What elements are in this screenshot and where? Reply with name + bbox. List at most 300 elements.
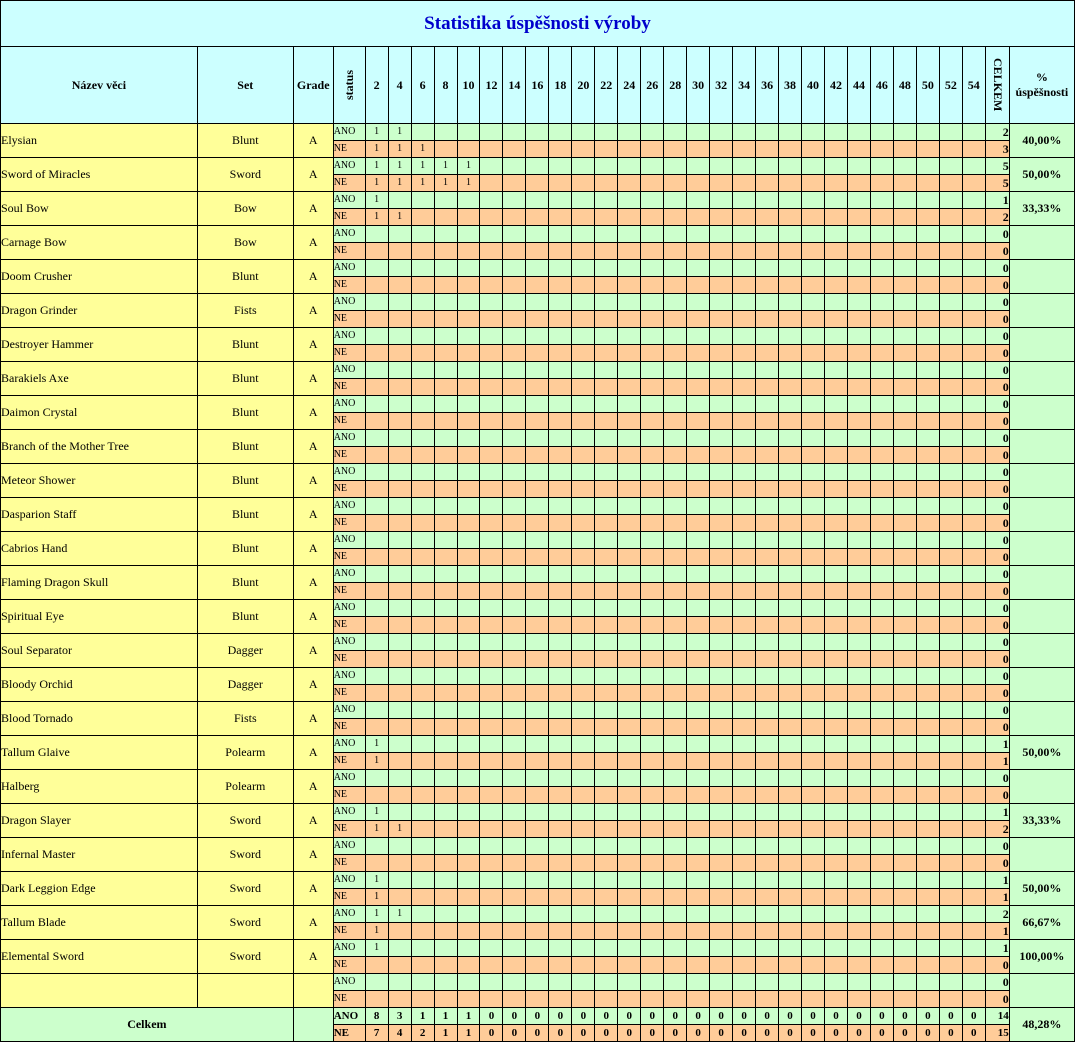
empty-cell (687, 940, 710, 957)
item-grade: A (293, 906, 333, 940)
empty-cell (641, 957, 664, 974)
empty-cell (962, 226, 985, 243)
empty-cell (365, 957, 388, 974)
empty-cell (664, 736, 687, 753)
empty-cell (962, 753, 985, 770)
empty-cell (411, 345, 434, 362)
item-grade: A (293, 940, 333, 974)
count-cell: 0 (756, 1025, 779, 1042)
empty-cell (802, 583, 825, 600)
empty-cell (572, 277, 595, 294)
empty-cell (710, 923, 733, 940)
empty-cell (756, 804, 779, 821)
item-ano-row (1, 396, 1075, 413)
empty-cell (710, 515, 733, 532)
empty-cell (503, 192, 526, 209)
item-name: Dark Leggion Edge (1, 872, 198, 906)
empty-cell (641, 464, 664, 481)
empty-cell (893, 294, 916, 311)
empty-cell (388, 260, 411, 277)
empty-cell (664, 804, 687, 821)
empty-cell (710, 158, 733, 175)
empty-cell (503, 855, 526, 872)
empty-cell (687, 226, 710, 243)
empty-cell (457, 753, 480, 770)
item-ano-row (1, 940, 1075, 957)
empty-cell (710, 685, 733, 702)
empty-cell (939, 379, 962, 396)
empty-cell (549, 617, 572, 634)
empty-cell (457, 600, 480, 617)
empty-cell (457, 464, 480, 481)
empty-cell (916, 498, 939, 515)
status-ano-label: ANO (333, 668, 365, 685)
empty-cell (572, 906, 595, 923)
item-ano-row (1, 158, 1075, 175)
item-name: Tallum Glaive (1, 736, 198, 770)
count-cell: 1 (434, 1025, 457, 1042)
empty-cell (572, 974, 595, 991)
empty-cell (434, 940, 457, 957)
empty-cell (503, 226, 526, 243)
empty-cell (526, 634, 549, 651)
item-ano-row (1, 872, 1075, 889)
empty-cell (503, 532, 526, 549)
item-name: Infernal Master (1, 838, 198, 872)
count-cell: 1 (411, 1008, 434, 1025)
empty-cell (526, 515, 549, 532)
item-name (1, 974, 198, 1008)
empty-cell (733, 906, 756, 923)
empty-cell (480, 413, 503, 430)
empty-cell (480, 770, 503, 787)
empty-cell (664, 158, 687, 175)
empty-cell (893, 260, 916, 277)
empty-cell (480, 889, 503, 906)
item-set: Blunt (197, 396, 293, 430)
empty-cell (802, 124, 825, 141)
empty-cell (710, 294, 733, 311)
empty-cell (411, 430, 434, 447)
empty-cell (457, 702, 480, 719)
empty-cell (457, 345, 480, 362)
empty-cell (526, 736, 549, 753)
header-col-36: 36 (756, 47, 779, 124)
empty-cell (779, 141, 802, 158)
empty-cell (365, 396, 388, 413)
empty-cell (572, 141, 595, 158)
empty-cell (618, 804, 641, 821)
empty-cell (434, 736, 457, 753)
empty-cell (756, 770, 779, 787)
empty-cell (756, 991, 779, 1008)
empty-cell (779, 600, 802, 617)
empty-cell (687, 124, 710, 141)
item-set: Blunt (197, 328, 293, 362)
row-total-ano: 0 (985, 770, 1009, 787)
row-total-ne: 0 (985, 515, 1009, 532)
empty-cell (756, 311, 779, 328)
empty-cell (411, 396, 434, 413)
empty-cell (434, 413, 457, 430)
empty-cell (779, 906, 802, 923)
empty-cell (825, 481, 848, 498)
empty-cell (870, 464, 893, 481)
status-ano-label: ANO (333, 770, 365, 787)
empty-cell (802, 787, 825, 804)
empty-cell (733, 515, 756, 532)
empty-cell (939, 447, 962, 464)
empty-cell (664, 243, 687, 260)
empty-cell (526, 430, 549, 447)
empty-cell (595, 226, 618, 243)
empty-cell (962, 345, 985, 362)
empty-cell (962, 617, 985, 634)
count-cell: 7 (365, 1025, 388, 1042)
empty-cell (870, 583, 893, 600)
empty-cell (939, 209, 962, 226)
empty-cell (526, 804, 549, 821)
empty-cell (939, 821, 962, 838)
item-set: Bow (197, 192, 293, 226)
empty-cell (434, 311, 457, 328)
empty-cell (618, 889, 641, 906)
empty-cell (549, 192, 572, 209)
empty-cell (411, 889, 434, 906)
empty-cell (893, 328, 916, 345)
header-col-28: 28 (664, 47, 687, 124)
count-cell: 0 (526, 1025, 549, 1042)
empty-cell (411, 294, 434, 311)
empty-cell (641, 872, 664, 889)
empty-cell (503, 566, 526, 583)
empty-cell (526, 158, 549, 175)
empty-cell (388, 753, 411, 770)
empty-cell (962, 566, 985, 583)
empty-cell (939, 124, 962, 141)
empty-cell (641, 532, 664, 549)
header-col-22: 22 (595, 47, 618, 124)
empty-cell (870, 379, 893, 396)
empty-cell (916, 838, 939, 855)
empty-cell (802, 226, 825, 243)
empty-cell (962, 651, 985, 668)
empty-cell (618, 175, 641, 192)
count-cell: 0 (572, 1008, 595, 1025)
count-cell: 8 (365, 1008, 388, 1025)
row-total-ano: 0 (985, 532, 1009, 549)
empty-cell (480, 855, 503, 872)
empty-cell (526, 124, 549, 141)
empty-cell (503, 175, 526, 192)
empty-cell (687, 855, 710, 872)
empty-cell (641, 787, 664, 804)
empty-cell (710, 532, 733, 549)
status-ano-label: ANO (333, 362, 365, 379)
empty-cell (388, 702, 411, 719)
empty-cell (595, 447, 618, 464)
empty-cell (641, 192, 664, 209)
empty-cell (572, 668, 595, 685)
empty-cell (549, 872, 572, 889)
item-success-percent (1009, 294, 1074, 328)
empty-cell (434, 991, 457, 1008)
empty-cell (549, 838, 572, 855)
item-success-percent (1009, 328, 1074, 362)
empty-cell (687, 957, 710, 974)
empty-cell (526, 668, 549, 685)
empty-cell (710, 311, 733, 328)
empty-cell (779, 158, 802, 175)
empty-cell (388, 192, 411, 209)
empty-cell (365, 498, 388, 515)
item-grade: A (293, 396, 333, 430)
empty-cell (756, 736, 779, 753)
empty-cell (480, 311, 503, 328)
empty-cell (526, 770, 549, 787)
empty-cell (618, 855, 641, 872)
empty-cell (526, 600, 549, 617)
count-cell: 0 (825, 1025, 848, 1042)
empty-cell (480, 668, 503, 685)
empty-cell (388, 430, 411, 447)
row-total-ne: 0 (985, 991, 1009, 1008)
item-ano-row (1, 430, 1075, 447)
empty-cell (434, 957, 457, 974)
empty-cell (733, 600, 756, 617)
empty-cell (802, 770, 825, 787)
empty-cell (457, 974, 480, 991)
footer-grade-empty (293, 1008, 333, 1042)
empty-cell (962, 209, 985, 226)
empty-cell (893, 311, 916, 328)
row-total-ne: 2 (985, 821, 1009, 838)
empty-cell (710, 413, 733, 430)
empty-cell (549, 175, 572, 192)
count-cell: 0 (893, 1008, 916, 1025)
empty-cell (480, 702, 503, 719)
row-total-ano: 0 (985, 702, 1009, 719)
empty-cell (802, 702, 825, 719)
empty-cell (939, 889, 962, 906)
empty-cell (526, 651, 549, 668)
count-cell: 0 (916, 1025, 939, 1042)
count-cell: 3 (388, 1008, 411, 1025)
empty-cell (664, 192, 687, 209)
item-ano-row (1, 532, 1075, 549)
empty-cell (939, 515, 962, 532)
empty-cell (825, 770, 848, 787)
empty-cell (365, 379, 388, 396)
empty-cell (916, 311, 939, 328)
empty-cell (411, 855, 434, 872)
empty-cell (572, 158, 595, 175)
empty-cell (549, 719, 572, 736)
empty-cell (595, 838, 618, 855)
empty-cell (687, 651, 710, 668)
empty-cell (687, 753, 710, 770)
empty-cell (618, 311, 641, 328)
empty-cell (847, 294, 870, 311)
empty-cell (480, 991, 503, 1008)
empty-cell (779, 872, 802, 889)
empty-cell (503, 991, 526, 1008)
empty-cell (641, 770, 664, 787)
row-total-ne: 0 (985, 787, 1009, 804)
empty-cell (480, 634, 503, 651)
empty-cell (664, 617, 687, 634)
empty-cell (916, 583, 939, 600)
count-cell: 1 (388, 124, 411, 141)
empty-cell (870, 311, 893, 328)
empty-cell (503, 770, 526, 787)
count-cell: 0 (641, 1008, 664, 1025)
empty-cell (779, 702, 802, 719)
empty-cell (779, 345, 802, 362)
item-grade: A (293, 226, 333, 260)
empty-cell (618, 617, 641, 634)
count-cell: 1 (434, 158, 457, 175)
empty-cell (549, 736, 572, 753)
status-ano-label: ANO (333, 974, 365, 991)
empty-cell (779, 787, 802, 804)
empty-cell (503, 668, 526, 685)
empty-cell (825, 617, 848, 634)
empty-cell (457, 617, 480, 634)
empty-cell (847, 430, 870, 447)
empty-cell (549, 940, 572, 957)
empty-cell (572, 430, 595, 447)
count-cell: 1 (365, 141, 388, 158)
empty-cell (549, 345, 572, 362)
empty-cell (825, 362, 848, 379)
item-grade: A (293, 464, 333, 498)
empty-cell (480, 583, 503, 600)
empty-cell (893, 855, 916, 872)
empty-cell (870, 447, 893, 464)
empty-cell (893, 532, 916, 549)
header-col-42: 42 (825, 47, 848, 124)
empty-cell (572, 464, 595, 481)
empty-cell (756, 787, 779, 804)
empty-cell (641, 158, 664, 175)
empty-cell (847, 243, 870, 260)
empty-cell (572, 889, 595, 906)
empty-cell (825, 651, 848, 668)
empty-cell (779, 311, 802, 328)
empty-cell (526, 209, 549, 226)
empty-cell (710, 226, 733, 243)
empty-cell (687, 294, 710, 311)
empty-cell (779, 379, 802, 396)
empty-cell (893, 396, 916, 413)
status-ne-label: NE (333, 515, 365, 532)
empty-cell (779, 719, 802, 736)
header-total-label: CELKEM (990, 58, 1005, 112)
empty-cell (939, 294, 962, 311)
empty-cell (687, 430, 710, 447)
empty-cell (365, 532, 388, 549)
empty-cell (825, 753, 848, 770)
item-set: Sword (197, 838, 293, 872)
empty-cell (457, 906, 480, 923)
empty-cell (388, 294, 411, 311)
empty-cell (664, 413, 687, 430)
empty-cell (618, 770, 641, 787)
empty-cell (916, 345, 939, 362)
empty-cell (503, 583, 526, 600)
empty-cell (779, 294, 802, 311)
count-cell: 0 (779, 1008, 802, 1025)
empty-cell (870, 549, 893, 566)
empty-cell (618, 447, 641, 464)
empty-cell (526, 396, 549, 413)
empty-cell (870, 498, 893, 515)
item-grade: A (293, 362, 333, 396)
empty-cell (388, 634, 411, 651)
item-set: Dagger (197, 634, 293, 668)
empty-cell (687, 260, 710, 277)
empty-cell (939, 787, 962, 804)
count-cell: 1 (411, 141, 434, 158)
empty-cell (572, 175, 595, 192)
empty-cell (388, 923, 411, 940)
header-col-14: 14 (503, 47, 526, 124)
empty-cell (733, 974, 756, 991)
empty-cell (595, 124, 618, 141)
empty-cell (893, 413, 916, 430)
empty-cell (779, 753, 802, 770)
empty-cell (618, 464, 641, 481)
empty-cell (710, 906, 733, 923)
empty-cell (939, 175, 962, 192)
empty-cell (641, 498, 664, 515)
empty-cell (572, 787, 595, 804)
empty-cell (847, 481, 870, 498)
empty-cell (893, 651, 916, 668)
empty-cell (664, 498, 687, 515)
empty-cell (572, 243, 595, 260)
empty-cell (388, 464, 411, 481)
empty-cell (893, 668, 916, 685)
empty-cell (618, 260, 641, 277)
empty-cell (687, 158, 710, 175)
status-ne-label: NE (333, 481, 365, 498)
empty-cell (779, 396, 802, 413)
empty-cell (434, 464, 457, 481)
empty-cell (825, 685, 848, 702)
empty-cell (870, 753, 893, 770)
empty-cell (825, 498, 848, 515)
empty-cell (480, 481, 503, 498)
empty-cell (916, 872, 939, 889)
empty-cell (365, 481, 388, 498)
item-success-percent (1009, 362, 1074, 396)
item-name: Tallum Blade (1, 906, 198, 940)
item-ano-row (1, 838, 1075, 855)
empty-cell (916, 753, 939, 770)
empty-cell (434, 974, 457, 991)
status-ano-label: ANO (333, 600, 365, 617)
empty-cell (733, 209, 756, 226)
empty-cell (779, 209, 802, 226)
empty-cell (687, 787, 710, 804)
empty-cell (572, 192, 595, 209)
empty-cell (434, 617, 457, 634)
empty-cell (595, 515, 618, 532)
empty-cell (434, 583, 457, 600)
empty-cell (687, 838, 710, 855)
